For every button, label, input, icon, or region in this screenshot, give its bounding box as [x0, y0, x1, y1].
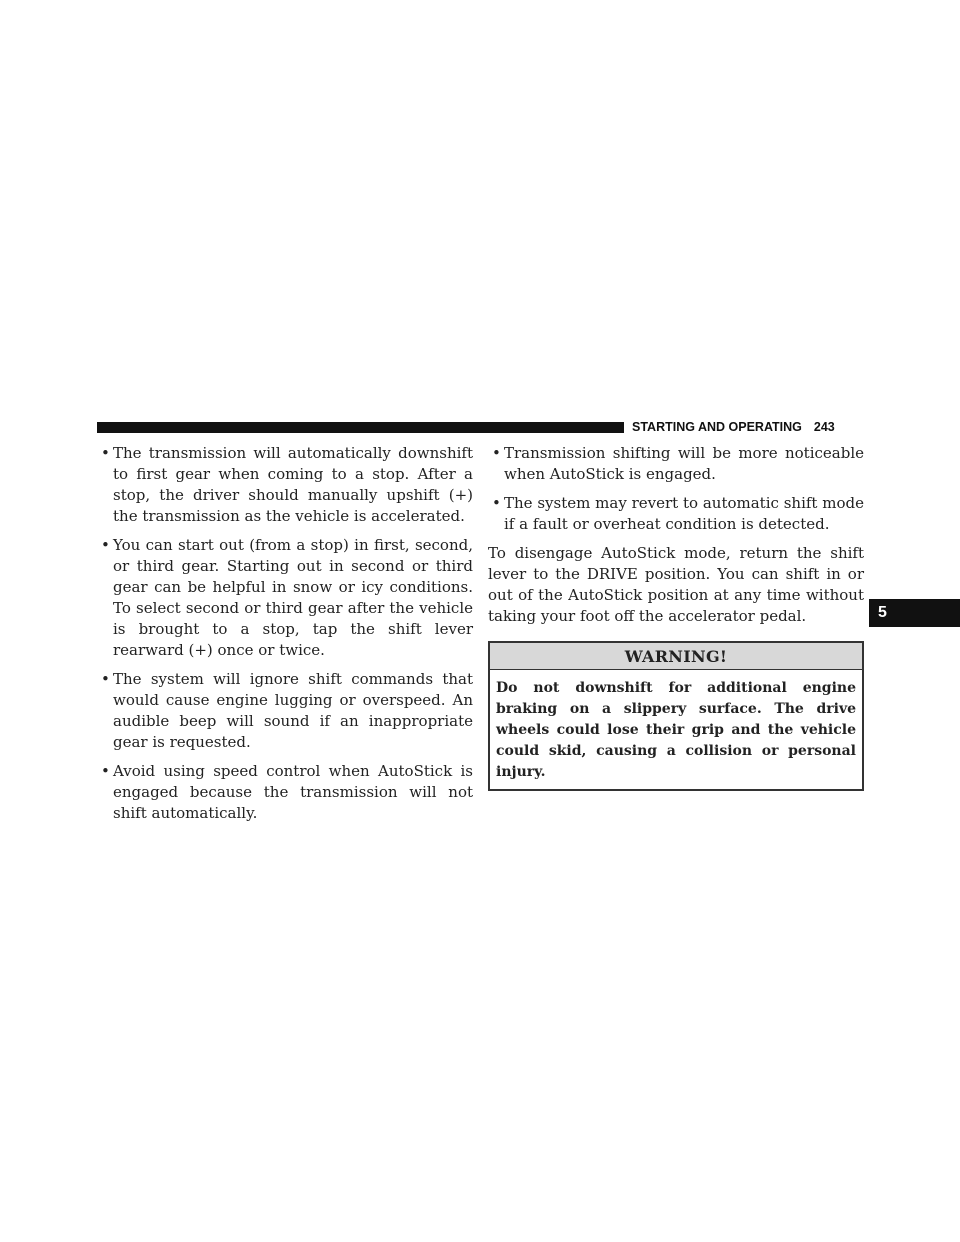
list-item [97, 443, 473, 527]
bullet-text: Avoid using speed control when AutoStick is engaged because the transmission will not shift automatically. [113, 762, 473, 822]
list-item [97, 535, 473, 661]
bullet-icon: • [492, 494, 501, 512]
list-item [488, 493, 864, 535]
list-item [97, 669, 473, 753]
list-item [97, 761, 473, 824]
warning-title: WARNING! [490, 643, 862, 670]
list-item [488, 443, 864, 485]
header-rule [97, 422, 624, 433]
bullet-icon: • [101, 762, 110, 780]
bullet-text: The system may revert to automatic shift mode if a fault or overheat condition is detected. [504, 494, 864, 533]
bullet-text: You can start out (from a stop) in first, second, or third gear. Starting out in second or third gear can be helpful in snow or icy conditions. To select second or third gear after the vehicle is brought to a stop, tap the shift lever rearward (+) once or twice. [113, 536, 473, 659]
bullet-text: Transmission shifting will be more noticeable when AutoStick is engaged. [504, 444, 864, 483]
bullet-icon: • [101, 444, 110, 462]
bullet-icon: • [101, 670, 110, 688]
warning-body: Do not downshift for additional engine braking on a slippery surface. The drive wheels could lose their grip and the vehicle could skid, causing a collision or personal injury. [496, 680, 856, 780]
bullet-text: The transmission will automatically downshift to first gear when coming to a stop. After a stop, the driver should manually upshift (+) the transmission as the vehicle is accelerated. [113, 444, 473, 525]
bullet-icon: • [492, 444, 501, 462]
warning-box [488, 641, 864, 791]
left-column [97, 443, 473, 832]
bullet-text: The system will ignore shift commands that would cause engine lugging or overspeed. An audible beep will sound if an inappropriate gear is requested. [113, 670, 473, 751]
chapter-tab: 5 [869, 599, 960, 627]
running-header [632, 418, 835, 436]
body-paragraph: To disengage AutoStick mode, return the shift lever to the DRIVE position. You can shift in or out of the AutoStick position at any time without taking your foot off the accelerator pedal. [488, 544, 864, 625]
section-title: STARTING AND OPERATING [632, 420, 802, 434]
page-number: 243 [813, 420, 835, 434]
bullet-icon: • [101, 536, 110, 554]
right-column [488, 443, 864, 791]
